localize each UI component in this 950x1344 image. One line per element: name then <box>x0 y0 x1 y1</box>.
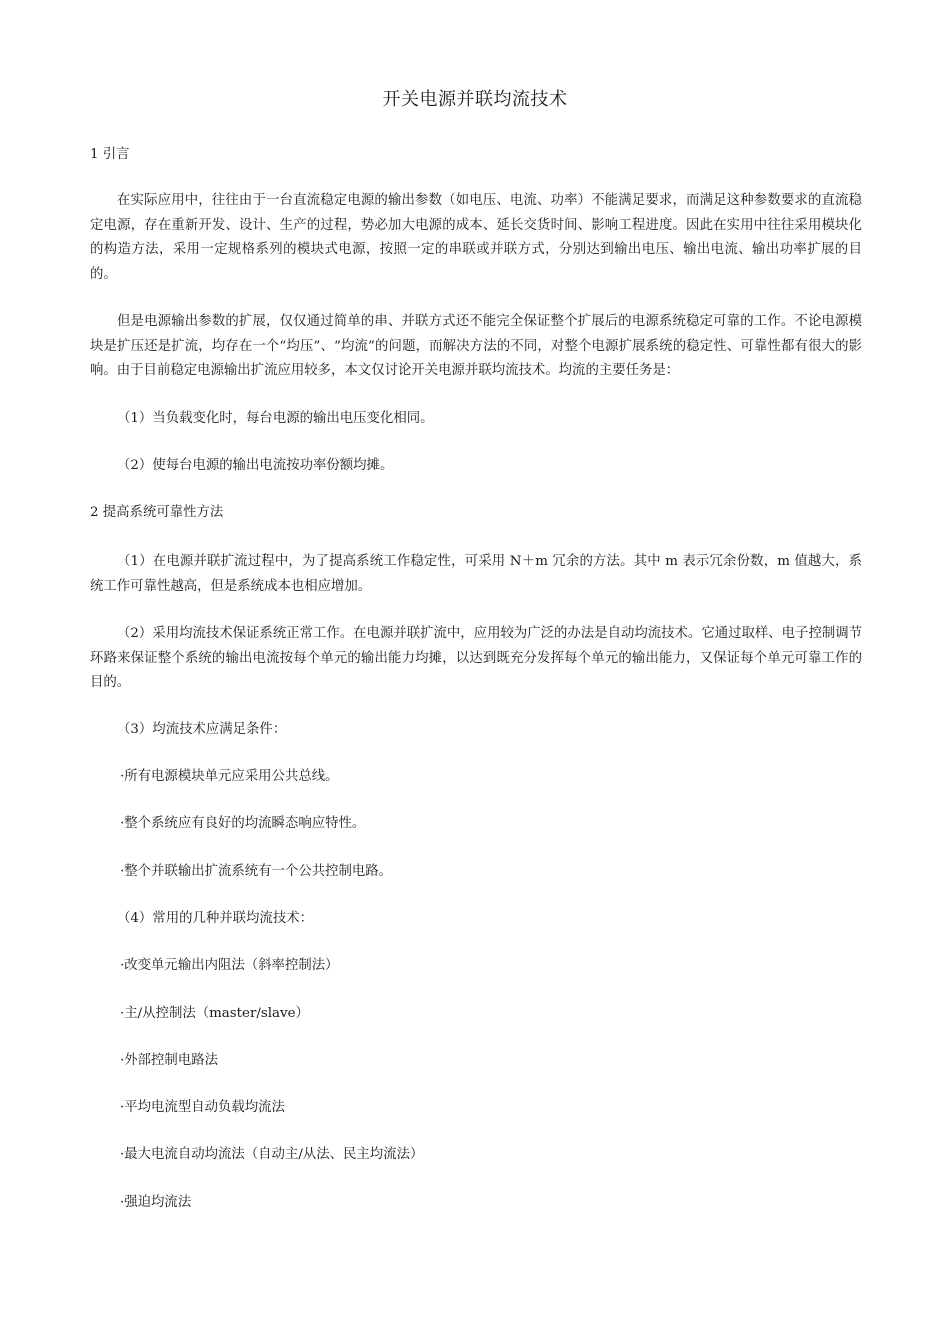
condition-bullet-1: ·所有电源模块单元应采用公共总线。 <box>120 769 339 784</box>
method-bullet-4: ·平均电流型自动负载均流法 <box>120 1100 285 1115</box>
method-bullet-5: ·最大电流自动均流法（自动主/从法、民主均流法） <box>120 1147 424 1162</box>
task-item-2: （2）使每台电源的输出电流按功率份额均摊。 <box>117 458 394 473</box>
intro-paragraph-2: 但是电源输出参数的扩展，仅仅通过简单的串、并联方式还不能完全保证整个扩展后的电源系统稳定可靠的工作。不论电源模块是扩压还是扩流，均存在一个“均压”、“均流”的问题，而解决方法的不同，对整个电源扩展系统的稳定性、可靠性都有很大的影响。由于目前稳定电源输出扩流应用较多，本文仅讨论开关电源并联均流技术。均流的主要任务是： <box>90 314 862 378</box>
intro-paragraph-1: 在实际应用中，往往由于一台直流稳定电源的输出参数（如电压、电流、功率）不能满足要求，而满足这种参数要求的直流稳定电源，存在重新开发、设计、生产的过程，势必加大电源的成本、延长交货时间、影响工程进度。因此在实用中往往采用模块化的构造方法，采用一定规格系列的模块式电源，按照一定的串联或并联方式，分别达到输出电压、输出电流、输出功率扩展的目的。 <box>90 193 862 282</box>
section-heading-intro: 1 引言 <box>90 147 130 162</box>
condition-bullet-3: ·整个并联输出扩流系统有一个公共控制电路。 <box>120 864 393 879</box>
method-bullet-3: ·外部控制电路法 <box>120 1053 218 1068</box>
section-heading-reliability: 2 提高系统可靠性方法 <box>90 505 224 520</box>
reliability-paragraph-2: （2）采用均流技术保证系统正常工作。在电源并联扩流中，应用较为广泛的办法是自动均流技术。它通过取样、电子控制调节环路来保证整个系统的输出电流按每个单元的输出能力均摊，以达到既充分发挥每个单元的输出能力，又保证每个单元可靠工作的目的。 <box>90 626 862 690</box>
condition-bullet-2: ·整个系统应有良好的均流瞬态响应特性。 <box>120 816 366 831</box>
task-item-1: （1）当负载变化时，每台电源的输出电压变化相同。 <box>117 411 434 426</box>
method-bullet-6: ·强迫均流法 <box>120 1195 192 1210</box>
method-bullet-1: ·改变单元输出内阻法（斜率控制法） <box>120 958 339 973</box>
reliability-paragraph-1: （1）在电源并联扩流过程中，为了提高系统工作稳定性，可采用 N＋m 冗余的方法。其中 m 表示冗余份数，m 值越大，系统工作可靠性越高，但是系统成本也相应增加。 <box>90 554 862 594</box>
methods-item: （4）常用的几种并联均流技术： <box>117 911 313 926</box>
conditions-item: （3）均流技术应满足条件： <box>117 722 287 737</box>
page-title: 开关电源并联均流技术 <box>382 89 568 110</box>
method-bullet-2: ·主/从控制法（master/slave） <box>120 1006 309 1021</box>
